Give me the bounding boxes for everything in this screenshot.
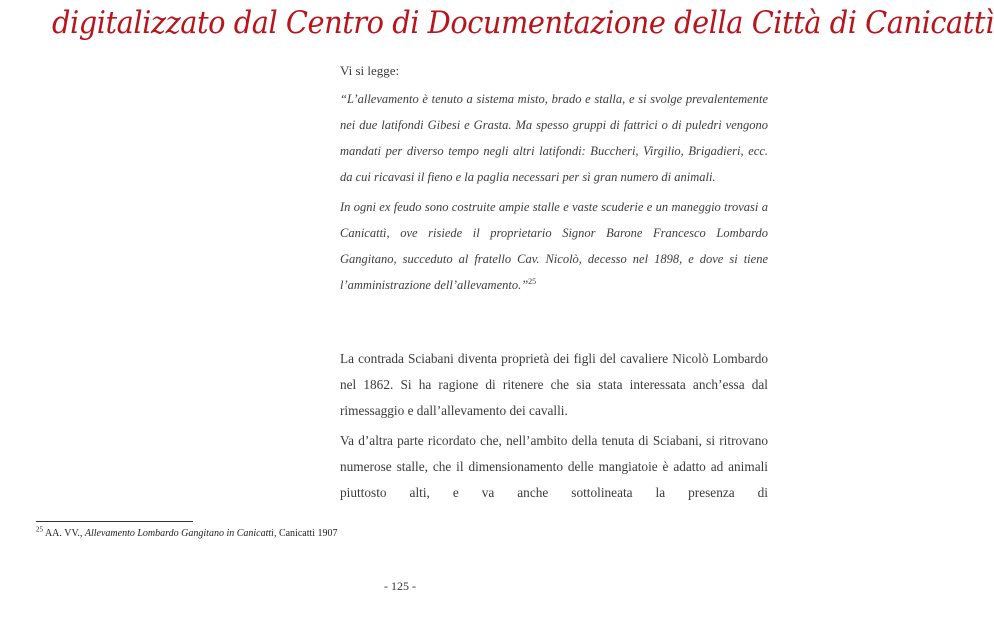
quote-paragraph-2 — [340, 194, 768, 298]
footnote-authors: AA. VV., — [44, 528, 85, 539]
footnote-title: Allevamento Lombardo Gangitano in Canicattì — [84, 528, 274, 539]
quote-paragraph-1: “L’allevamento è tenuto a sistema misto, brado e stalla, e si svolge prevalentemente nei due latifondi Gibesi e Grasta. Ma spesso gruppi di fattrici o di puledri vengono mandati per diverso tempo negli altri latifondi: Buccheri, Virgilio, Brigadieri, ecc. da cui ricavasi il fieno e la paglia necessari per sì gran numero di animali. — [340, 92, 768, 184]
body-paragraph-1: La contrada Sciabani diventa proprietà dei figli del cavaliere Nicolò Lombardo nel 1862. Si ha ragione di ritenere che sia stata interessata anch’essa dal rimessaggio e dall’allevamento dei cavalli. — [340, 351, 768, 418]
body-text — [340, 346, 768, 510]
intro-line: Vi si legge: — [340, 63, 400, 78]
footnote-number: 25 — [36, 525, 43, 534]
digitization-watermark: digitalizzato dal Centro di Documentazione della Città di Canicattì — [52, 5, 994, 41]
footnote-reference[interactable]: 25 — [528, 276, 537, 286]
footnote-rest: , Canicattì 1907 — [273, 528, 338, 539]
quote-paragraph-2-text: In ogni ex feudo sono costruite ampie stalle e vaste scuderie e un maneggio trovasi a Canicattì, ove risiede il proprietario Signor Barone Francesco Lombardo Gangitano, succeduto al fratello Cav. Nicolò, decesso nel 1898, e dove si tiene l’amministrazione dell’allevamento.” — [340, 200, 768, 292]
page-number: - 125 - — [384, 579, 416, 593]
footnote-separator — [36, 521, 193, 522]
quotation-block — [340, 86, 768, 298]
footnote — [36, 527, 338, 541]
body-paragraph-2: Va d’altra parte ricordato che, nell’ambito della tenuta di Sciabani, si ritrovano numerose stalle, che il dimensionamento delle mangiatoie è adatto ad animali piuttosto alti, e va anche sottolineata la presenza di — [340, 433, 768, 500]
